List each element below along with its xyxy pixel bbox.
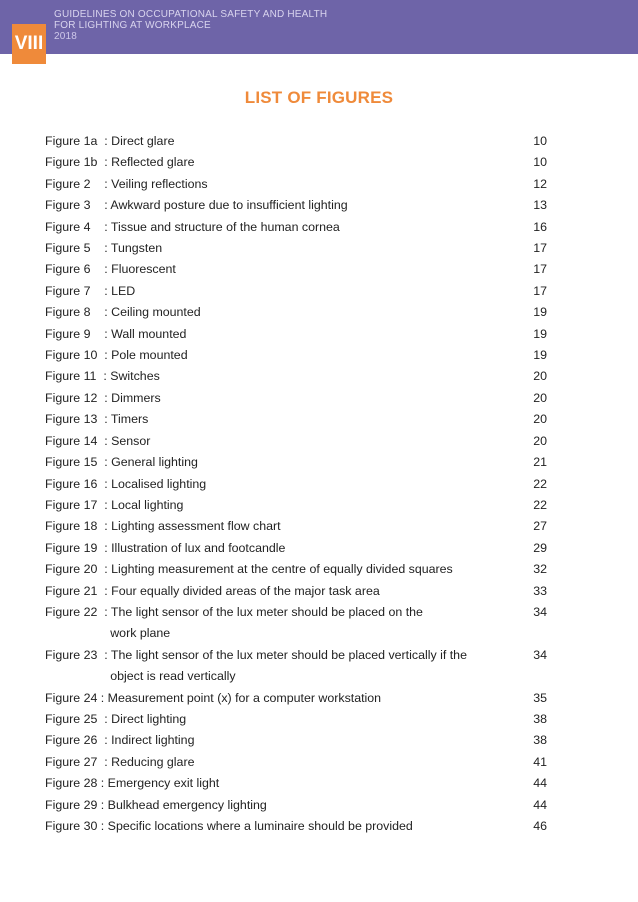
figure-number: Figure 17: [45, 497, 105, 512]
figure-caption: [104, 302, 525, 323]
figure-number: Figure 20: [45, 562, 105, 577]
figure-entry: [45, 602, 547, 645]
figure-number: Figure 8: [45, 305, 105, 320]
figure-number: Figure 10: [45, 348, 105, 363]
figure-caption: [104, 259, 525, 280]
figure-entry: [45, 259, 547, 280]
figure-entry: [45, 388, 547, 409]
figure-entry: [45, 452, 547, 473]
figure-number: Figure 12: [45, 390, 105, 405]
figure-entry: [45, 795, 547, 816]
figure-number: Figure 24: [45, 690, 101, 705]
figure-page-number: 19: [533, 348, 547, 363]
figure-entry: [45, 281, 547, 302]
figure-entry: [45, 345, 547, 366]
figure-entry: [45, 495, 547, 516]
figure-page-number: 38: [533, 711, 547, 726]
figure-caption-line: : Specific locations where a luminaire should be provided: [100, 819, 413, 833]
figure-caption-line: : Localised lighting: [104, 476, 207, 491]
figure-entry: [45, 709, 547, 730]
figure-page-number: 46: [533, 819, 547, 833]
figure-page-number: 22: [533, 497, 547, 512]
figure-number: Figure 26: [45, 733, 105, 748]
figure-page-number: 41: [533, 754, 547, 769]
figure-caption-line: : Fluorescent: [104, 262, 176, 277]
figure-number: Figure 22: [45, 604, 105, 619]
figure-caption: [104, 324, 525, 345]
figure-caption-line: : Tissue and structure of the human cornea: [104, 219, 340, 234]
figure-caption: [104, 495, 525, 516]
figure-entry: [45, 538, 547, 559]
figure-caption-line: : Direct lighting: [104, 711, 187, 726]
figure-caption-line: : Bulkhead emergency lighting: [100, 797, 267, 812]
figure-caption: [103, 366, 525, 387]
figure-entry: [45, 409, 547, 430]
figure-caption-line: : Veiling reflections: [104, 176, 208, 191]
header-line-2: FOR LIGHTING AT WORKPLACE: [54, 20, 211, 31]
figure-entry: [45, 174, 547, 195]
figure-caption-line: : Four equally divided areas of the major task area: [104, 583, 380, 598]
figure-entry: [45, 559, 547, 580]
figure-caption: [101, 688, 525, 709]
figure-caption: [104, 474, 525, 495]
figure-caption: [104, 174, 525, 195]
header-year: 2018: [54, 31, 78, 42]
figure-page-number: 27: [533, 519, 547, 534]
figure-caption: [104, 409, 525, 430]
figure-page-number: 10: [533, 155, 547, 170]
figure-caption-line: : Timers: [104, 412, 149, 427]
figure-number: Figure 11: [45, 369, 104, 384]
figure-caption-line: : Illustration of lux and footcandle: [104, 540, 286, 555]
figure-number: Figure 18: [45, 519, 105, 534]
figure-page-number: 16: [533, 219, 547, 234]
figure-page-number: 17: [533, 283, 547, 298]
figure-caption-line: : Wall mounted: [104, 326, 187, 341]
figure-caption-line: : Lighting measurement at the centre of equally divided squares: [104, 562, 453, 577]
figure-caption: [104, 345, 525, 366]
figure-caption: [101, 773, 525, 794]
figure-caption-line: : The light sensor of the lux meter should be placed on the: [104, 604, 423, 619]
figure-caption: [104, 238, 525, 259]
figure-caption: [101, 795, 525, 816]
figure-caption: [104, 516, 525, 537]
figure-number: Figure 4: [45, 219, 105, 234]
figure-entry: [45, 238, 547, 259]
figure-caption: [104, 431, 525, 452]
figure-page-number: 29: [533, 540, 547, 555]
figure-caption-line: : Ceiling mounted: [104, 305, 201, 320]
page-number-tab: VIII: [12, 24, 46, 64]
figure-number: Figure 23: [45, 647, 105, 662]
figure-caption: [104, 645, 525, 688]
figure-page-number: 20: [533, 412, 547, 427]
figure-caption: [104, 709, 525, 730]
figure-number: Figure 9: [45, 326, 105, 341]
figure-caption-line: : Reflected glare: [104, 155, 195, 170]
figure-caption-line: : Pole mounted: [104, 348, 188, 363]
figure-number: Figure 28: [45, 776, 101, 791]
figure-entry: [45, 131, 547, 152]
figure-caption-line: : Awkward posture due to insufficient lighting: [104, 198, 348, 213]
figure-entry: [45, 581, 547, 602]
figure-page-number: 22: [533, 476, 547, 491]
figure-page-number: 35: [533, 690, 547, 705]
figure-entry: [45, 195, 547, 216]
figure-caption: [104, 281, 525, 302]
figure-caption-line: : Switches: [103, 369, 160, 384]
figure-caption-line: : Measurement point (x) for a computer workstation: [100, 690, 382, 705]
figure-caption-line: : LED: [104, 283, 136, 298]
figure-caption: [104, 152, 525, 173]
figure-entry: [45, 324, 547, 345]
figure-caption-continuation: object is read vertically: [110, 669, 236, 684]
figure-caption: [104, 602, 525, 645]
figure-entry: [45, 217, 547, 238]
figure-entry: [45, 730, 547, 751]
figure-caption-line: : Direct glare: [104, 134, 175, 148]
figure-page-number: 17: [533, 241, 547, 256]
figure-page-number: 10: [533, 134, 547, 148]
figure-entry: [45, 773, 547, 794]
figure-page-number: 19: [533, 326, 547, 341]
figure-caption-line: : Indirect lighting: [104, 733, 195, 748]
header-line-1: GUIDELINES ON OCCUPATIONAL SAFETY AND HEALTH: [54, 9, 328, 20]
figure-page-number: 44: [533, 797, 547, 812]
figure-number: Figure 30: [45, 819, 101, 833]
figure-number: Figure 6: [45, 262, 105, 277]
figure-number: Figure 19: [45, 540, 105, 555]
figure-caption-line: : Dimmers: [104, 390, 161, 405]
figure-number: Figure 15: [45, 455, 105, 470]
figure-number: Figure 1a: [45, 134, 105, 148]
figure-entry: [45, 474, 547, 495]
figure-number: Figure 13: [45, 412, 105, 427]
figure-caption-continuation: work plane: [110, 626, 171, 641]
figure-page-number: 32: [533, 562, 547, 577]
figure-page-number: 17: [533, 262, 547, 277]
figure-number: Figure 2: [45, 176, 105, 191]
figure-page-number: 38: [533, 733, 547, 748]
figure-page-number: 33: [533, 583, 547, 598]
figure-caption: [104, 752, 525, 773]
figure-number: Figure 29: [45, 797, 101, 812]
figure-caption-line: : Reducing glare: [104, 754, 195, 769]
figure-entry: [45, 816, 547, 837]
figure-page-number: 20: [533, 369, 547, 384]
running-header: [54, 9, 327, 42]
figure-caption: [104, 452, 525, 473]
figure-caption-line: : Emergency exit light: [100, 776, 220, 791]
figure-caption-line: : The light sensor of the lux meter should be placed vertically if the: [104, 647, 467, 662]
figure-caption: [104, 581, 525, 602]
figure-entry: [45, 645, 547, 688]
figure-page-number: 44: [533, 776, 547, 791]
figure-page-number: 20: [533, 390, 547, 405]
figure-caption-line: : Local lighting: [104, 497, 184, 512]
figure-number: Figure 14: [45, 433, 105, 448]
figure-number: Figure 1b: [45, 155, 105, 170]
figure-page-number: 34: [533, 647, 547, 662]
figure-list: [45, 131, 547, 837]
figure-number: Figure 7: [45, 283, 105, 298]
page-title: LIST OF FIGURES: [244, 88, 394, 107]
figure-entry: [45, 752, 547, 773]
figure-caption-line: : Lighting assessment flow chart: [104, 519, 281, 534]
figure-entry: [45, 688, 547, 709]
figure-page-number: 20: [533, 433, 547, 448]
figure-number: Figure 27: [45, 754, 105, 769]
figure-caption: [104, 217, 525, 238]
figure-caption-line: : Tungsten: [104, 241, 163, 256]
figure-entry: [45, 516, 547, 537]
figure-entry: [45, 302, 547, 323]
figure-caption: [104, 559, 525, 580]
figure-page-number: 13: [533, 198, 547, 213]
figure-caption: [104, 195, 525, 216]
figure-number: Figure 21: [45, 583, 105, 598]
figure-page-number: 34: [533, 604, 547, 619]
figure-number: Figure 25: [45, 711, 105, 726]
figure-caption: [104, 538, 525, 559]
figure-entry: [45, 431, 547, 452]
figure-caption: [104, 388, 525, 409]
figure-caption: [104, 131, 525, 152]
figure-entry: [45, 152, 547, 173]
figure-page-number: 12: [533, 176, 547, 191]
figure-caption: [101, 816, 525, 837]
figure-number: Figure 16: [45, 476, 105, 491]
figure-page-number: 21: [533, 455, 547, 470]
figure-number: Figure 5: [45, 241, 105, 256]
figure-page-number: 19: [533, 305, 547, 320]
figure-caption-line: : Sensor: [104, 433, 151, 448]
figure-caption-line: : General lighting: [104, 455, 198, 470]
figure-entry: [45, 366, 547, 387]
figure-caption: [104, 730, 525, 751]
figure-number: Figure 3: [45, 198, 105, 213]
